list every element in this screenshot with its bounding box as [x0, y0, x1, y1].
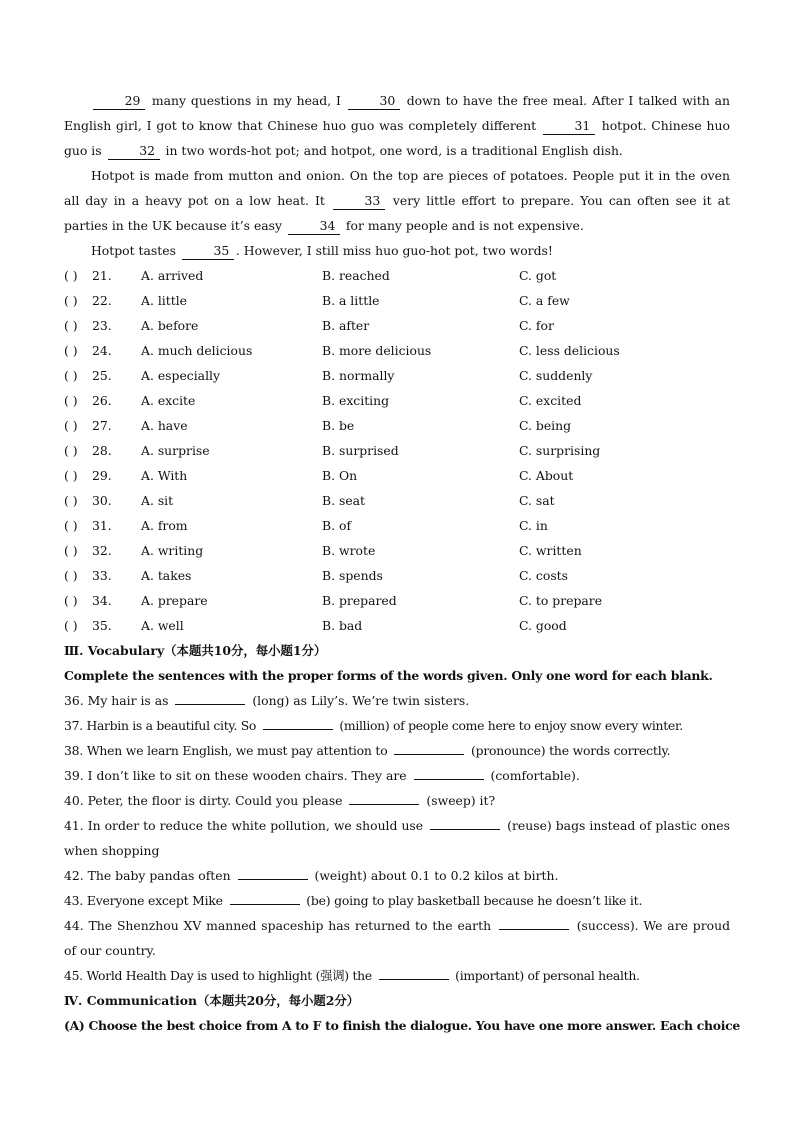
option-a: A. well [141, 618, 184, 633]
option-b: B. more delicious [322, 343, 432, 358]
vocab-item-41 [64, 813, 730, 863]
option-c: C. excited [519, 393, 582, 408]
question-number: 22. [92, 293, 112, 308]
option-b: B. reached [322, 268, 390, 283]
option-c: C. suddenly [519, 368, 593, 383]
option-a: A. sit [141, 493, 174, 508]
vocab-text: (pronounce) the words correctly. [467, 743, 671, 758]
option-b: B. On [322, 468, 358, 483]
blank-33[interactable]: 33 [333, 193, 385, 210]
option-a: A. much delicious [141, 343, 253, 358]
choice-row [64, 388, 730, 413]
answer-blank[interactable] [175, 690, 245, 705]
blank-35[interactable]: 35 [182, 243, 234, 260]
option-c: C. a few [519, 293, 570, 308]
vocab-text: (million) of people come here to enjoy snow every winter. [335, 718, 683, 733]
option-a: A. surprise [141, 443, 210, 458]
option-a: A. excite [141, 393, 196, 408]
option-c: C. to prepare [519, 593, 603, 608]
passage-text: . However, I still miss huo guo-hot pot, two words! [235, 243, 553, 258]
answer-paren[interactable]: ( ) [64, 518, 78, 533]
vocab-item-39 [64, 763, 730, 788]
communication-heading: Ⅳ. Communication（本题共20分，每小题2分） [64, 993, 360, 1008]
vocabulary-heading: Ⅲ. Vocabulary（本题共10分，每小题1分） [64, 643, 327, 658]
vocab-item-36 [64, 688, 730, 713]
vocab-text: 37. Harbin is a beautiful city. So [64, 718, 260, 733]
option-c: C. being [519, 418, 572, 433]
vocabulary-instruction: Complete the sentences with the proper forms of the words given. Only one word for each blank. [64, 668, 713, 683]
question-number: 28. [92, 443, 112, 458]
passage-text: in two words-hot pot; and hotpot, one word, is a traditional English dish. [161, 143, 623, 158]
question-number: 35. [92, 618, 112, 633]
question-number: 32. [92, 543, 112, 558]
option-a: A. have [141, 418, 188, 433]
answer-paren[interactable]: ( ) [64, 618, 78, 633]
answer-paren[interactable]: ( ) [64, 443, 78, 458]
question-number: 24. [92, 343, 112, 358]
vocab-text: 40. Peter, the floor is dirty. Could you please [64, 793, 347, 808]
answer-blank[interactable] [230, 890, 300, 905]
choice-row [64, 538, 730, 563]
answer-blank[interactable] [379, 965, 449, 980]
choice-row [64, 413, 730, 438]
option-b: B. seat [322, 493, 366, 508]
choice-row [64, 288, 730, 313]
choice-row [64, 613, 730, 638]
answer-paren[interactable]: ( ) [64, 493, 78, 508]
option-b: B. exciting [322, 393, 390, 408]
vocab-item-42 [64, 863, 730, 888]
choice-row [64, 513, 730, 538]
passage-paragraph-2 [64, 163, 730, 238]
option-c: C. got [519, 268, 557, 283]
vocab-item-45 [64, 963, 730, 988]
option-b: B. of [322, 518, 352, 533]
answer-paren[interactable]: ( ) [64, 293, 78, 308]
vocab-text: 45. World Health Day is used to highlight (强调) the [64, 968, 376, 983]
option-b: B. be [322, 418, 355, 433]
vocab-item-37 [64, 713, 730, 738]
answer-blank[interactable] [394, 740, 464, 755]
passage-text: for many people and is not expensive. [341, 218, 584, 233]
question-number: 31. [92, 518, 112, 533]
question-number: 30. [92, 493, 112, 508]
option-b: B. bad [322, 618, 363, 633]
choice-row [64, 263, 730, 288]
answer-paren[interactable]: ( ) [64, 593, 78, 608]
option-a: A. prepare [141, 593, 208, 608]
vocab-text: (be) going to play basketball because he doesn’t like it. [302, 893, 643, 908]
option-c: C. for [519, 318, 554, 333]
passage-paragraph-3 [64, 238, 730, 263]
option-b: B. prepared [322, 593, 397, 608]
option-b: B. normally [322, 368, 395, 383]
choice-row [64, 438, 730, 463]
question-number: 21. [92, 268, 112, 283]
passage-text: many questions in my head, I [147, 93, 346, 108]
answer-paren[interactable]: ( ) [64, 268, 78, 283]
vocab-text: 39. I don’t like to sit on these wooden chairs. They are [64, 768, 411, 783]
option-a: A. writing [141, 543, 204, 558]
blank-32[interactable]: 32 [108, 143, 160, 160]
option-c: C. in [519, 518, 548, 533]
choice-row [64, 563, 730, 588]
vocab-text: 41. In order to reduce the white pollution, we should use [64, 818, 428, 833]
option-c: C. costs [519, 568, 569, 583]
option-b: B. wrote [322, 543, 376, 558]
vocab-text: (success). We are proud of our country. [64, 918, 731, 958]
answer-paren[interactable]: ( ) [64, 543, 78, 558]
answer-paren[interactable]: ( ) [64, 368, 78, 383]
vocab-text: (important) of personal health. [451, 968, 640, 983]
answer-paren[interactable]: ( ) [64, 418, 78, 433]
vocab-text: 43. Everyone except Mike [64, 893, 227, 908]
passage-text: Hotpot tastes [91, 243, 180, 258]
vocab-text: 38. When we learn English, we must pay attention to [64, 743, 392, 758]
vocab-text: 44. The Shenzhou XV manned spaceship has returned to the earth [64, 918, 496, 933]
question-number: 27. [92, 418, 112, 433]
option-c: C. good [519, 618, 567, 633]
communication-instruction: (A) Choose the best choice from A to F to finish the dialogue. You have one more answer. Each choice [64, 1018, 740, 1033]
question-number: 23. [92, 318, 112, 333]
answer-paren[interactable]: ( ) [64, 568, 78, 583]
answer-blank[interactable] [414, 765, 484, 780]
vocab-text: 36. My hair is as [64, 693, 173, 708]
choice-row [64, 313, 730, 338]
vocab-item-40 [64, 788, 730, 813]
passage-text: very little effort to prepare. You can often see it at parties in the UK because it’s easy [64, 193, 730, 233]
option-a: A. With [141, 468, 188, 483]
option-c: C. surprising [519, 443, 601, 458]
blank-29[interactable]: 29 [93, 93, 145, 110]
answer-blank[interactable] [499, 915, 569, 930]
option-c: C. sat [519, 493, 555, 508]
passage-paragraph-1 [64, 88, 730, 163]
option-b: B. after [322, 318, 370, 333]
answer-paren[interactable]: ( ) [64, 343, 78, 358]
option-b: B. surprised [322, 443, 399, 458]
option-b: B. a little [322, 293, 380, 308]
option-a: A. before [141, 318, 199, 333]
option-a: A. takes [141, 568, 192, 583]
question-number: 29. [92, 468, 112, 483]
passage-text: down to have the free meal. After I talked with an English girl, I got to know that Chinese huo guo was completely different [64, 93, 730, 133]
blank-31[interactable]: 31 [543, 118, 595, 135]
question-number: 26. [92, 393, 112, 408]
option-a: A. little [141, 293, 188, 308]
passage-text: Hotpot is made from mutton and onion. On the top are pieces of potatoes. People put it in the oven all day in a heavy pot on a low heat. It [64, 168, 730, 208]
option-a: A. from [141, 518, 188, 533]
choice-row [64, 338, 730, 363]
choice-list [64, 263, 730, 638]
choice-row [64, 588, 730, 613]
vocabulary-list [64, 688, 730, 988]
option-c: C. written [519, 543, 582, 558]
vocab-item-38 [64, 738, 730, 763]
choice-row [64, 463, 730, 488]
vocab-text: (long) as Lily’s. We’re twin sisters. [248, 693, 470, 708]
choice-row [64, 488, 730, 513]
option-c: C. less delicious [519, 343, 620, 358]
vocab-text: (weight) about 0.1 to 0.2 kilos at birth. [310, 868, 559, 883]
option-a: A. especially [141, 368, 220, 383]
choice-row [64, 363, 730, 388]
blank-34[interactable]: 34 [288, 218, 340, 235]
passage-text: hotpot. Chinese huo guo is [64, 118, 730, 158]
answer-paren[interactable]: ( ) [64, 393, 78, 408]
question-number: 33. [92, 568, 112, 583]
exam-page [64, 88, 740, 1038]
question-number: 34. [92, 593, 112, 608]
vocab-text: (comfortable). [486, 768, 580, 783]
question-number: 25. [92, 368, 112, 383]
option-c: C. About [519, 468, 574, 483]
blank-30[interactable]: 30 [348, 93, 400, 110]
vocab-item-44 [64, 913, 730, 963]
answer-blank[interactable] [263, 715, 333, 730]
passage [64, 88, 730, 263]
answer-paren[interactable]: ( ) [64, 318, 78, 333]
vocab-text: 42. The baby pandas often [64, 868, 235, 883]
answer-blank[interactable] [238, 865, 308, 880]
option-b: B. spends [322, 568, 383, 583]
option-a: A. arrived [141, 268, 204, 283]
vocab-item-43 [64, 888, 730, 913]
answer-blank[interactable] [349, 790, 419, 805]
answer-paren[interactable]: ( ) [64, 468, 78, 483]
vocab-text: (reuse) bags instead of plastic ones when shopping [64, 818, 731, 858]
answer-blank[interactable] [430, 815, 500, 830]
vocab-text: (sweep) it? [422, 793, 496, 808]
